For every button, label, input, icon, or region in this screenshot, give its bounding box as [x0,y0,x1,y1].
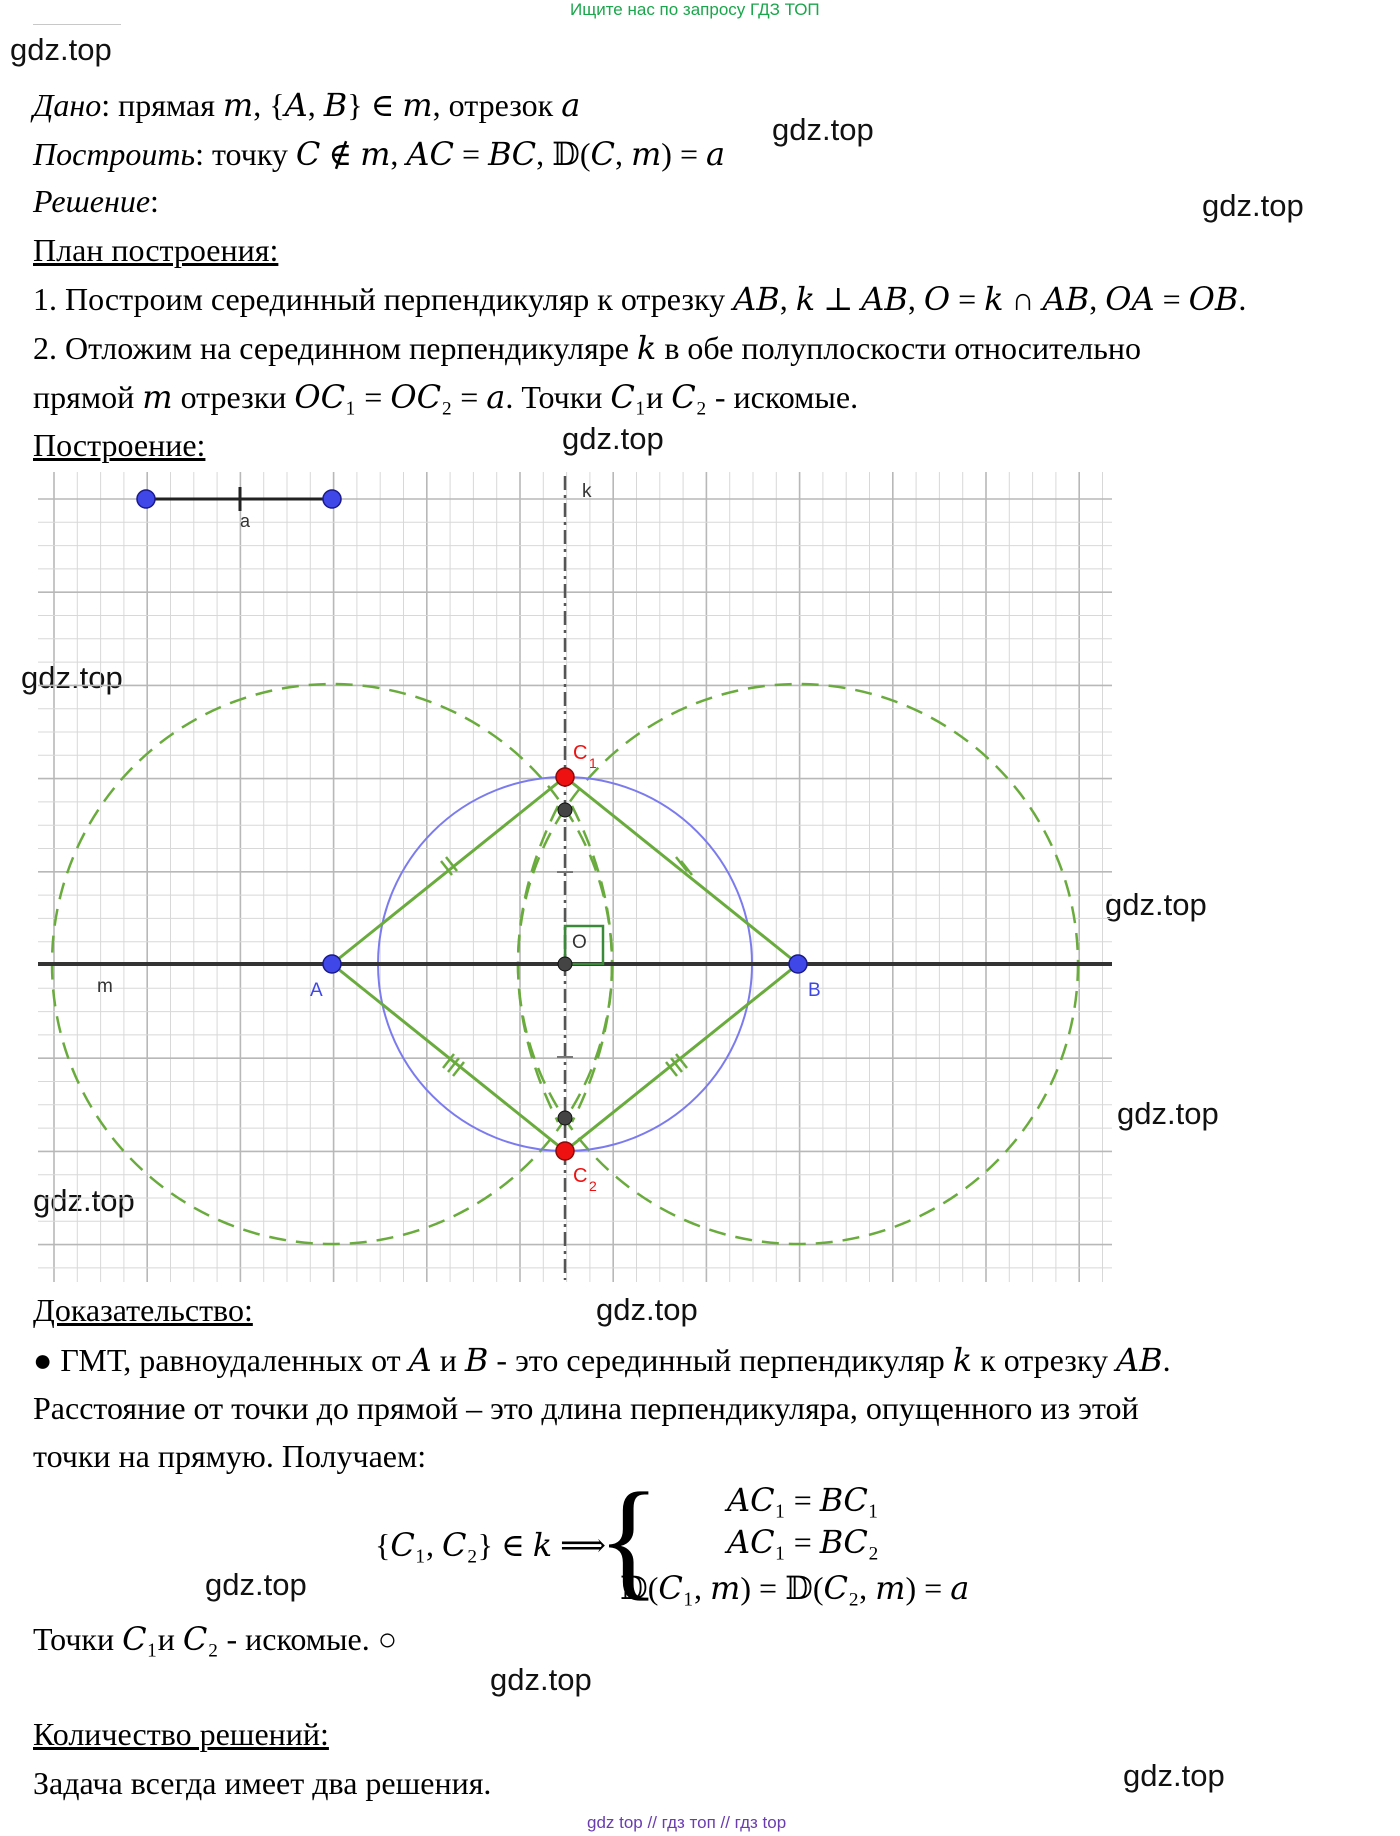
label-a: a [240,511,251,531]
plan-step-2-line-1: 2. Отложим на серединном перпендикуляре 𝑘 в обе полуплоскости относительно [33,330,1141,366]
system-row-2: 𝐴𝐶₁ = 𝐵𝐶₂ [727,1524,879,1560]
plan-heading: План построения: [33,232,279,268]
segment-a-endpoint [323,490,341,508]
footer-links[interactable]: gdz top // гдз топ // гдз top [587,1813,787,1832]
label-O: O [572,932,587,953]
label-A: A [310,980,323,1001]
watermark: gdz.top [10,32,112,67]
watermark: gdz.top [772,112,874,147]
system-row-3: 𝔻(𝐶₁, 𝑚) = 𝔻(𝐶₂, 𝑚) = 𝑎 [620,1570,970,1606]
watermark: gdz.top [562,421,664,456]
watermark: gdz.top [1202,188,1304,223]
watermark: gdz.top [21,660,123,695]
label-C1-sub: 1 [589,755,597,771]
point-A [323,955,341,973]
plan-step-1: 1. Построим серединный перпендикуляр к отрезку 𝐴𝐵, 𝑘 ⊥ 𝐴𝐵, 𝑂 = 𝑘 ∩ 𝐴𝐵, 𝑂𝐴 = 𝑂𝐵. [33,281,1247,317]
system-brace: { [597,1465,661,1612]
label-C2: C [573,1165,588,1187]
point-C1 [556,768,574,786]
watermark: gdz.top [1117,1096,1219,1131]
proof-heading: Доказательство: [33,1292,253,1328]
construct-label: Построить [33,136,196,172]
point-B [789,955,807,973]
count-text: Задача всегда имеет два решения. [33,1765,492,1801]
proof-line-2: Расстояние от точки до прямой – это длина перпендикуляра, опущенного из этой [33,1390,1139,1426]
watermark: gdz.top [1123,1758,1225,1793]
system-row-1: 𝐴𝐶₁ = 𝐵𝐶₁ [727,1482,879,1518]
plan-step-2-line-2: прямой 𝑚 отрезки 𝑂𝐶₁ = 𝑂𝐶₂ = 𝑎. Точки 𝐶₁и 𝐶₂ - искомые. [33,379,859,415]
grid [38,472,1112,1282]
segment-a-endpoint [137,490,155,508]
label-m: m [97,976,113,997]
construction-heading: Построение: [33,427,206,463]
watermark: gdz.top [1105,887,1207,922]
given-text: : прямая 𝑚, {𝐴, 𝐵} ∈ 𝑚, отрезок 𝑎 [101,87,581,123]
watermark: gdz.top [490,1662,592,1697]
watermark: gdz.top [205,1567,307,1602]
watermark: gdz.top [596,1292,698,1327]
label-k: k [582,481,592,502]
watermark: gdz.top [33,1183,135,1218]
side-BC1 [565,777,798,964]
solution-label: Решение [33,183,151,219]
solution-text: : [150,183,159,219]
proof-line-1: ● ГМТ, равноудаленных от 𝐴 и 𝐵 - это серединный перпендикуляр 𝑘 к отрезку 𝐴𝐵. [33,1342,1171,1378]
point-O [558,957,572,971]
point-C2 [556,1142,574,1160]
count-heading: Количество решений: [33,1716,329,1752]
label-C1: C [573,742,588,764]
system-left: {𝐶₁, 𝐶₂} ∈ 𝑘 ⟹ [375,1527,606,1563]
construct-text: : точку 𝐶 ∉ 𝑚, 𝐴𝐶 = 𝐵𝐶, 𝔻(𝐶, 𝑚) = 𝑎 [195,136,726,172]
proof-line-3: точки на прямую. Получаем: [33,1438,427,1474]
label-C2-sub: 2 [589,1178,597,1194]
proof-conclusion: Точки 𝐶₁и 𝐶₂ - искомые. ○ [33,1621,398,1657]
search-banner[interactable]: Ищите нас по запросу ГДЗ ТОП [570,0,820,19]
given-label: Дано [33,87,102,123]
label-B: B [808,980,821,1001]
arc-intersection-point [558,1111,572,1125]
arc-intersection-point [558,803,572,817]
